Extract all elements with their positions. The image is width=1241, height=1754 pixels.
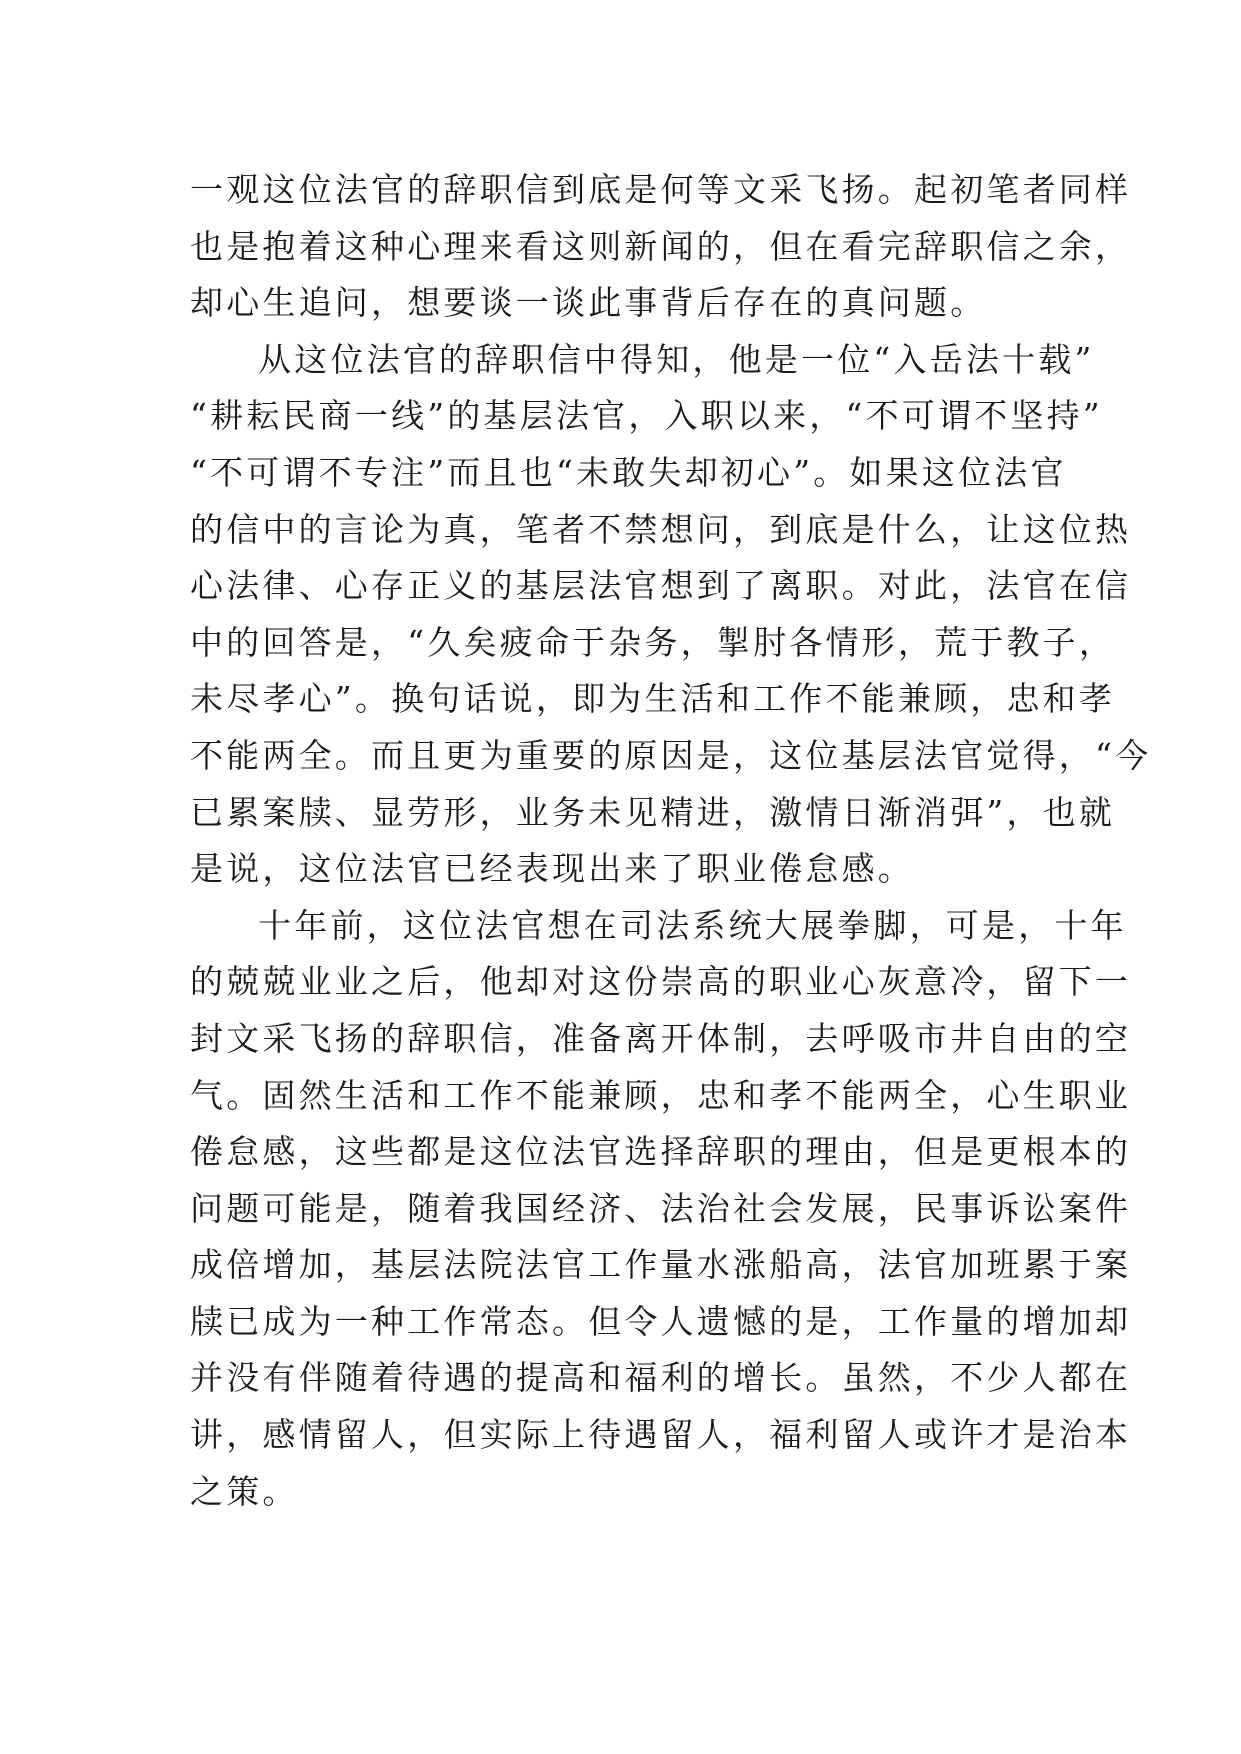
text-line: 却心生追问，想要谈一谈此事背后存在的真问题。: [190, 283, 987, 323]
text-line: 未尽孝心”。换句话说，即为生活和工作不能兼顾，忠和孝: [190, 679, 1116, 719]
document-body: [190, 162, 1152, 1520]
text-line: 的兢兢业业之后，他却对这份崇高的职业心灰意冷，留下一: [190, 962, 1132, 1002]
text-line: 已累案牍、显劳形，业务未见精进，激情日渐消弭”，也就: [190, 792, 1116, 832]
text-line: 气。固然生活和工作不能兼顾，忠和孝不能两全，心生职业: [190, 1075, 1132, 1115]
text-line: 也是抱着这种心理来看这则新闻的，但在看完辞职信之余，: [190, 226, 1132, 266]
text-line: 的信中的言论为真，笔者不禁想问，到底是什么，让这位热: [190, 509, 1132, 549]
text-line: “耕耘民商一线”的基层法官，入职以来，“不可谓不坚持”: [190, 396, 1103, 436]
text-line: 之策。: [190, 1471, 299, 1511]
text-line: 是说，这位法官已经表现出来了职业倦怠感。: [190, 849, 914, 889]
text-line: 心法律、心存正义的基层法官想到了离职。对此，法官在信: [190, 566, 1132, 606]
text-line: 成倍增加，基层法院法官工作量水涨船高，法官加班累于案: [190, 1245, 1132, 1285]
text-line: 从这位法官的辞职信中得知，他是一位“入岳法十载”: [258, 339, 1095, 379]
text-line: 十年前，这位法官想在司法系统大展拳脚，可是，十年: [258, 905, 1127, 945]
text-line: 中的回答是，“久矣疲命于杂务，掣肘各情形，荒于教子，: [190, 622, 1116, 662]
text-line: 讲，感情留人，但实际上待遇留人，福利留人或许才是治本: [190, 1415, 1132, 1455]
text-line: 一观这位法官的辞职信到底是何等文采飞扬。起初笔者同样: [190, 170, 1132, 209]
text-line: 问题可能是，随着我国经济、法治社会发展，民事诉讼案件: [190, 1188, 1132, 1228]
text-line: 封文采飞扬的辞职信，准备离开体制，去呼吸市井自由的空: [190, 1018, 1132, 1058]
text-line: 并没有伴随着待遇的提高和福利的增长。虽然，不少人都在: [190, 1358, 1132, 1398]
text-line: 倦怠感，这些都是这位法官选择辞职的理由，但是更根本的: [190, 1132, 1132, 1172]
text-line: “不可谓不专注”而且也“未敢失却初心”。如果这位法官: [190, 452, 1067, 492]
text-line: 牍已成为一种工作常态。但令人遗憾的是，工作量的增加却: [190, 1301, 1132, 1341]
text-line: 不能两全。而且更为重要的原因是，这位基层法官觉得，“今: [190, 735, 1152, 775]
